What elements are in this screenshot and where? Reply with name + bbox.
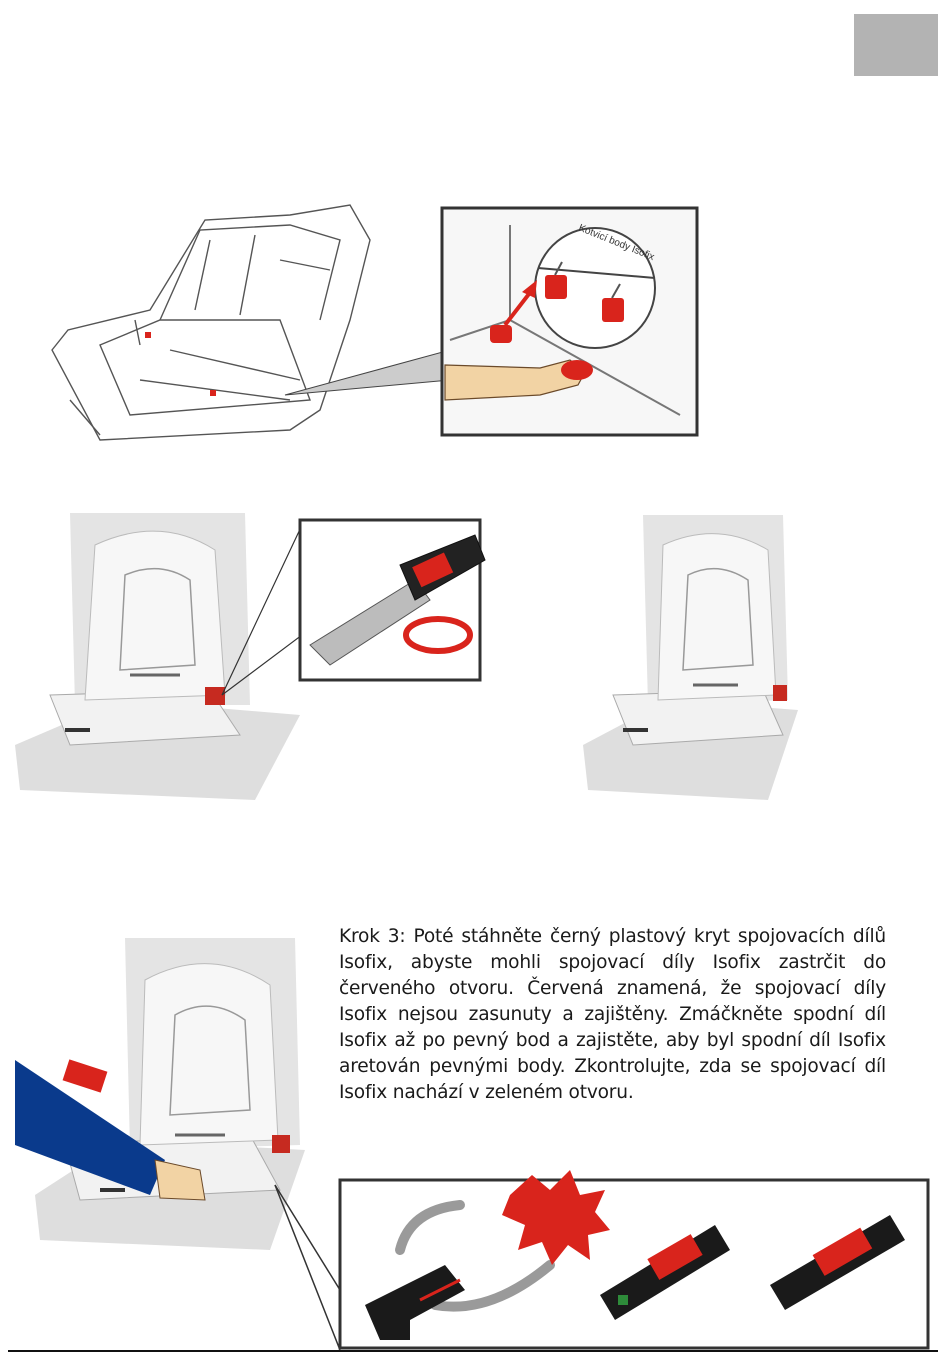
step3-instructions: Krok 3: Poté stáhněte černý plastový kryt spojovacích dílů Isofix, abyste mohli spojovací díly Isofix zastrčit do červeného otvoru. Červená znamená, že spojovací díly Isofix nejsou zasunuty a zajištěny. Zmáčkněte spodní díl Isofix až po pevný bod a zajistěte, aby byl spodní díl Isofix aretován pevnými body. Zkontrolujte, zda se spojovací díl Isofix nachází v zeleném otvoru. (339, 926, 886, 1103)
isofix-connector-loose (490, 325, 512, 343)
page-tab (854, 14, 938, 76)
seat-anchor-marks (145, 332, 216, 396)
callout-pointer (285, 350, 450, 395)
child-seat-drawing (15, 513, 300, 800)
car-seat-drawing (52, 205, 370, 440)
isofix-connector-held (561, 360, 593, 380)
car-seat-illustration (40, 200, 710, 445)
anchor-point-left (545, 275, 567, 299)
bottom-rule (8, 1350, 938, 1352)
callout-label: Kotvicí body Isofix (576, 222, 656, 263)
child-seat-illustration-2 (578, 510, 803, 805)
anchor-point-right (602, 298, 624, 322)
red-connector-mark (63, 1059, 108, 1092)
child-seat-illustration-1 (10, 505, 490, 805)
callout-pointer (275, 1185, 340, 1350)
connector-detail-illustration (270, 1150, 945, 1350)
